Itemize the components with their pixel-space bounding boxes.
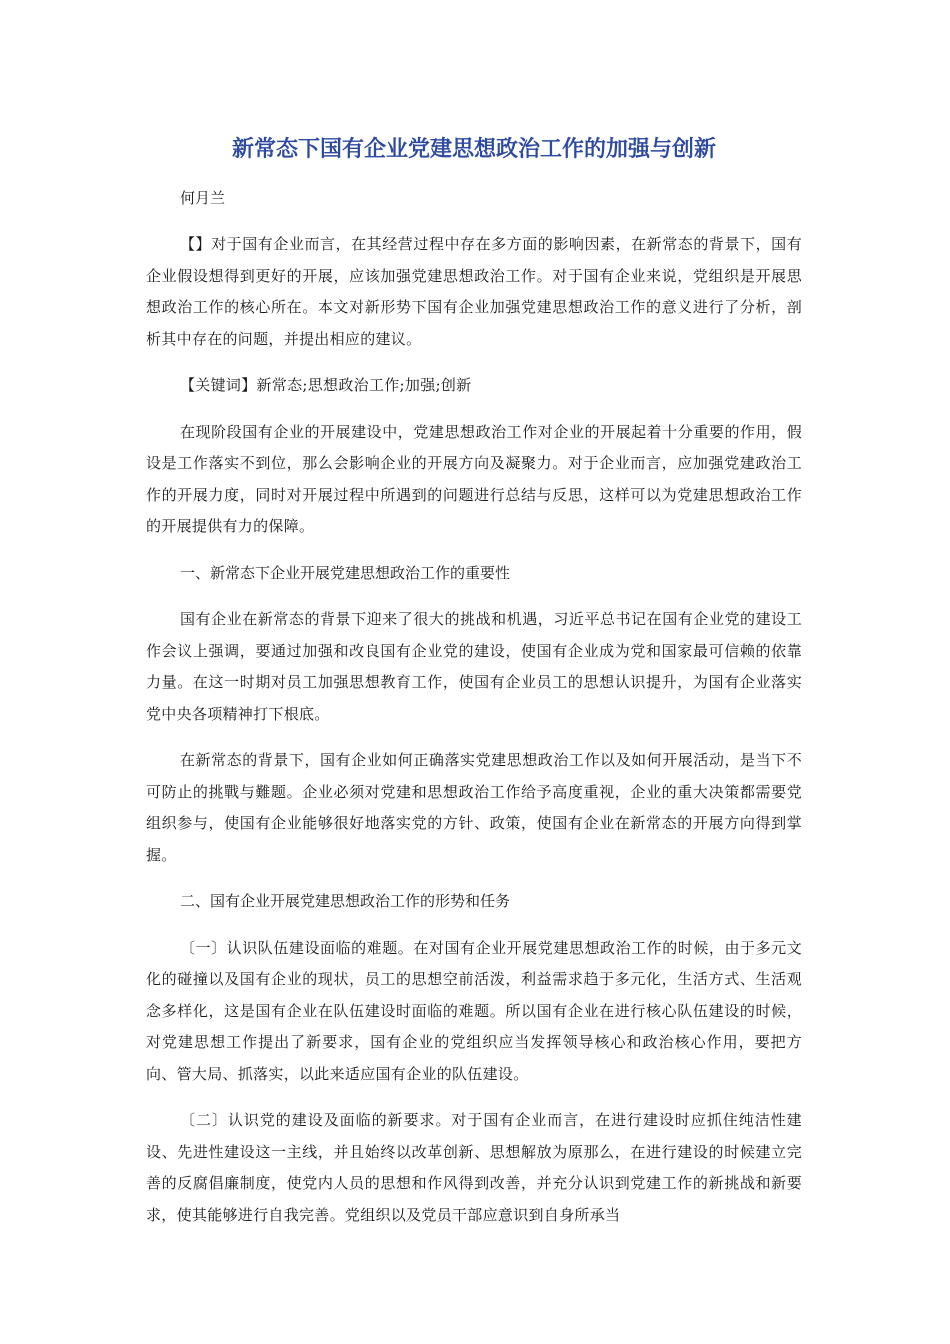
- section-heading: 一、新常态下企业开展党建思想政治工作的重要性: [180, 563, 511, 582]
- abstract-paragraph: 【】对于国有企业而言，在其经营过程中存在多方面的影响因素，在新常态的背景下，国有企业假设想得到更好的开展，应该加强党建思想政治工作。对于国有企业来说，党组织是开展思想政治工作的核心所在。本文对新形势下国有企业加强党建思想政治工作的意义进行了分析，剖析其中存在的问题，并提出相应的建议。: [146, 235, 802, 348]
- keywords-paragraph: 【关键词】新常态;思想政治工作;加强;创新: [180, 376, 472, 394]
- author-name: 何月兰: [180, 189, 226, 207]
- section-heading: 二、国有企业开展党建思想政治工作的形势和任务: [180, 892, 511, 910]
- document-title: 新常态下国有企业党建思想政治工作的加强与创新: [231, 137, 716, 162]
- document-body: [146, 229, 802, 1246]
- body-paragraph: 〔二〕认识党的建设及面临的新要求。对于国有企业而言，在进行建设时应抓住纯洁性建设、先进性建设这一主线，并且始终以改革创新、思想解放为原那么，在进行建设的时候建立完善的反腐倡廉制度，使党内人员的思想和作风得到改善，并充分认识到党建工作的新挑战和新要求，使其能够进行自我完善。党组织以及党员干部应意识到自身所承当: [146, 1111, 802, 1224]
- body-paragraph: 在新常态的背景下，国有企业如何正确落实党建思想政治工作以及如何开展活动，是当下不可防止的挑戰与難题。企业必须对党建和思想政治工作给予高度重视，企业的重大决策都需要党组织参与，使国有企业能够很好地落实党的方针、政策，使国有企业在新常态的开展方向得到掌握。: [146, 751, 802, 864]
- body-paragraph: 在现阶段国有企业的开展建设中，党建思想政治工作对企业的开展起着十分重要的作用，假设是工作落实不到位，那么会影响企业的开展方向及凝聚力。对于企业而言，应加强党建政治工作的开展力度，同时对开展过程中所遇到的问题进行总结与反思，这样可以为党建思想政治工作的开展提供有力的保障。: [146, 422, 802, 535]
- body-paragraph: 〔一〕认识队伍建设面临的难题。在对国有企业开展党建思想政治工作的时候，由于多元文化的碰撞以及国有企业的现状，员工的思想空前活泼，利益需求趋于多元化，生活方式、生活观念多样化，这是国有企业在队伍建设时面临的难题。所以国有企业在进行核心队伍建设的时候，对党建思想工作提出了新要求，国有企业的党组织应当发挥领导核心和政治核心作用，要把方向、管大局、抓落实，以此来适应国有企业的队伍建设。: [146, 938, 802, 1083]
- body-paragraph: 国有企业在新常态的背景下迎来了很大的挑战和机遇，习近平总书记在国有企业党的建设工作会议上强调，要通过加强和改良国有企业党的建设，使国有企业成为党和国家最可信赖的依靠力量。在这一时期对员工加强思想教育工作，使国有企业员工的思想认识提升，为国有企业落实党中央各项精神打下根底。: [146, 610, 802, 723]
